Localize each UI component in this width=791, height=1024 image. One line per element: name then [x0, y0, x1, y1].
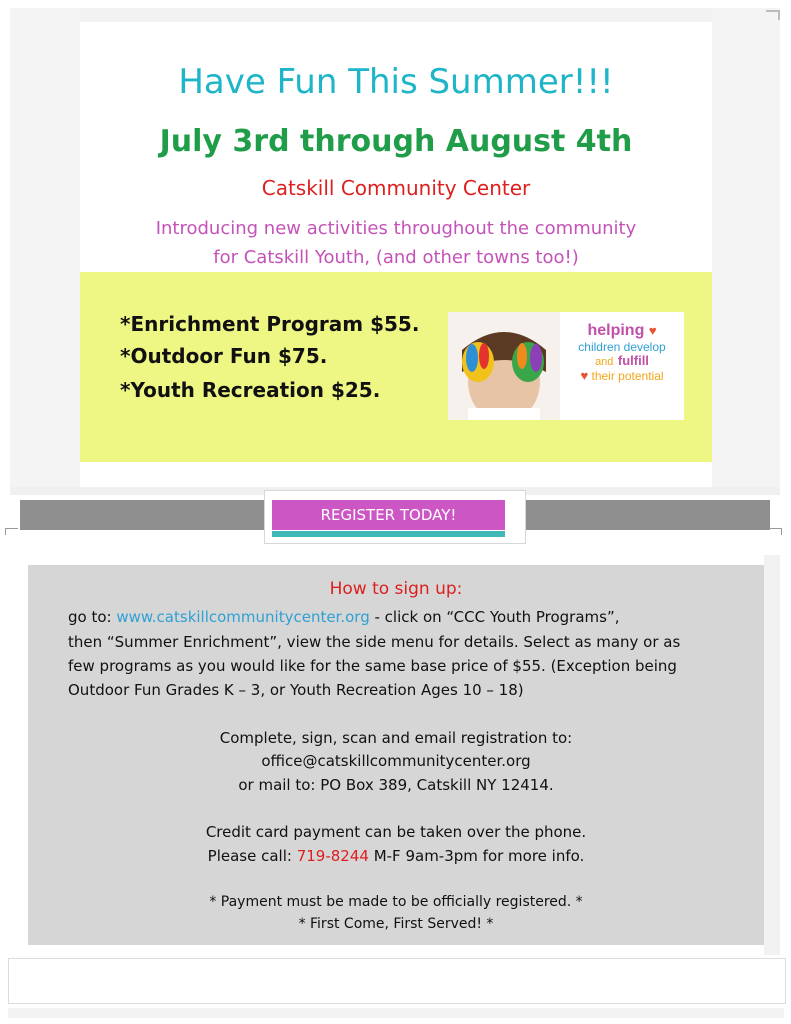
page-frame-right	[712, 8, 780, 488]
child-painted-hands-photo	[448, 312, 560, 420]
flyer-header	[80, 22, 712, 272]
corner-crop-mark	[766, 10, 780, 20]
intro-line-2: for Catskill Youth, (and other towns too!)	[213, 247, 579, 268]
website-link[interactable]: www.catskillcommunitycenter.org	[116, 608, 370, 626]
promo-tagline: helping ♥ children develop and fulfill ♥ their potential	[578, 322, 666, 383]
signup-instructions-line-1: go to: www.catskillcommunitycenter.org - click on “CCC Youth Programs”,	[68, 608, 620, 626]
bar-cap-right	[769, 528, 782, 535]
signup-info-panel	[28, 565, 764, 945]
heart-icon: ♥	[648, 323, 657, 338]
signup-instructions-line-4: Outdoor Fun Grades K – 3, or Youth Recreation Ages 10 – 18)	[68, 681, 524, 699]
signup-instructions-line-3: few programs as you would like for the same base price of $55. (Exception being	[68, 657, 677, 675]
signup-instructions-line-2: then “Summer Enrichment”, view the side menu for details. Select as many or as	[68, 633, 681, 651]
registration-instructions: Complete, sign, scan and email registration to:	[219, 729, 573, 747]
panel-spacer	[80, 462, 712, 484]
bar-cap-left	[5, 528, 18, 535]
credit-card-note: Credit card payment can be taken over the phone.	[205, 823, 587, 841]
page-title: Have Fun This Summer!!!	[178, 62, 614, 102]
intro-line-1: Introducing new activities throughout the community	[155, 218, 637, 239]
heart-icon: ♥	[580, 368, 589, 383]
payment-note: * Payment must be made to be officially registered. *	[209, 894, 583, 910]
date-range: July 3rd through August 4th	[159, 124, 633, 159]
first-come-note: * First Come, First Served! *	[298, 916, 494, 932]
page-footer	[8, 958, 786, 1004]
program-outdoor-fun: *Outdoor Fun $75.	[120, 344, 328, 368]
organization-name: Catskill Community Center	[261, 176, 531, 200]
signup-heading: How to sign up:	[329, 579, 463, 599]
phone-contact-line: Please call: 719-8244 M-F 9am-3pm for more info.	[207, 847, 585, 865]
register-today-button[interactable]: REGISTER TODAY!	[272, 500, 505, 530]
register-underline	[272, 531, 505, 537]
page-frame-right-lower	[764, 555, 780, 955]
program-enrichment: *Enrichment Program $55.	[120, 312, 420, 336]
registration-mail-address: or mail to: PO Box 389, Catskill NY 12414.	[238, 776, 554, 794]
page-bottom-edge	[8, 1008, 784, 1018]
promo-image	[448, 312, 684, 420]
page-frame-left	[10, 8, 80, 488]
registration-email: office@catskillcommunitycenter.org	[261, 752, 531, 770]
program-youth-recreation: *Youth Recreation $25.	[120, 378, 381, 402]
phone-number: 719-8244	[296, 847, 369, 865]
programs-panel	[80, 272, 712, 462]
